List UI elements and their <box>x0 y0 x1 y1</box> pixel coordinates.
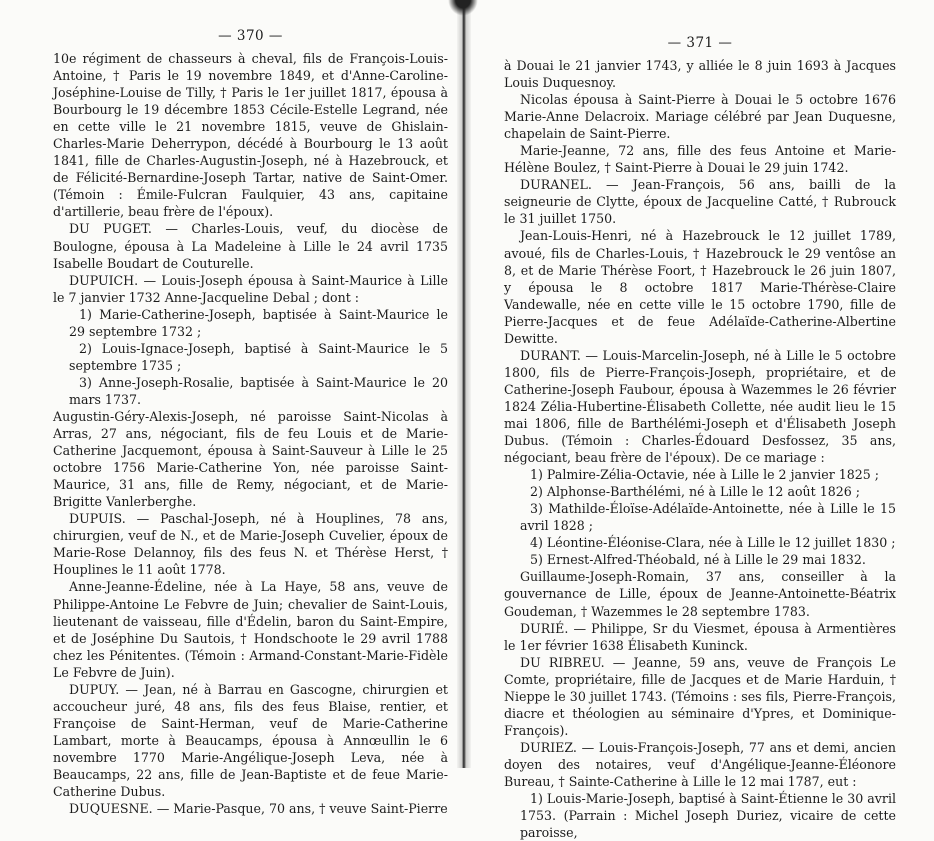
paragraph: DUPUICH. — Louis-Joseph épousa à Saint-Maurice à Lille le 7 janvier 1732 Anne-Jacqueline Debal ; dont : <box>53 272 448 305</box>
paragraph: DURANT. — Louis-Marcelin-Joseph, né à Lille le 5 octobre 1800, fils de Pierre-François-Joseph, propriétaire, et de Catherine-Joseph Faubour, épousa à Wazemmes le 26 février 1824 Zélia-Hubertine-Élisabeth Collette, née audit lieu le 15 mai 1806, fille de Barthélémi-Joseph et d'Élisabeth Joseph Dubus. (Témoin : Charles-Édouard Desfossez, 35 ans, négociant, beau frère de l'époux). De ce mariage : <box>504 347 896 466</box>
list-item: 1) Palmire-Zélia-Octavie, née à Lille le 2 janvier 1825 ; <box>530 467 880 483</box>
paragraph: Marie-Jeanne, 72 ans, fille des feus Antoine et Marie-Hélène Boulez, † Saint-Pierre à Douai le 29 juin 1742. <box>504 143 896 176</box>
paragraph: DUPUIS. — Paschal-Joseph, né à Houplines, 78 ans, chirurgien, veuf de N., et de Marie-Joseph Cuvelier, époux de Marie-Rose Delannoy, fils des feus N. et Thérèse Herst, † Houplines le 11 août 1778. <box>53 511 448 578</box>
list-item: 1) Marie-Catherine-Joseph, baptisée à Saint-Maurice le 29 septembre 1732 ; <box>69 306 448 339</box>
page-number-right: — 371 — <box>667 35 733 51</box>
right-page <box>470 0 934 841</box>
list-item: 2) Louis-Ignace-Joseph, baptisé à Saint-Maurice le 5 septembre 1735 ; <box>69 340 448 373</box>
paragraph: Guillaume-Joseph-Romain, 37 ans, conseiller à la gouvernance de Lille, époux de Jeanne-Antoinette-Béatrix Goudeman, † Wazemmes le 28 septembre 1783. <box>504 569 896 619</box>
paragraph: Anne-Jeanne-Édeline, née à La Haye, 58 ans, veuve de Philippe-Antoine Le Febvre de Juin; chevalier de Saint-Louis, lieutenant de vaisseau, fille d'Édelin, baron du Saint-Empire, et de Joséphine Du Sautois, † Hondschoote le 29 avril 1788 chez les Pénitentes. (Témoin : Armand-Constant-Marie-Fidèle Le Febvre de Juin). <box>53 579 448 680</box>
paragraph: à Douai le 21 janvier 1743, y alliée le 8 juin 1693 à Jacques Louis Duquesnoy. <box>504 58 896 91</box>
list-item: 3) Anne-Joseph-Rosalie, baptisée à Saint-Maurice le 20 mars 1737. <box>69 374 448 407</box>
right-page-text <box>504 57 896 841</box>
left-page <box>0 0 458 817</box>
left-page-text <box>53 50 448 817</box>
paragraph: DURIÉ. — Philippe, Sr du Viesmet, épousa à Armentières le 1er février 1638 Élisabeth Kuninck. <box>504 620 896 653</box>
list-item: 4) Léontine-Éléonise-Clara, née à Lille le 12 juillet 1830 ; <box>530 535 896 551</box>
paragraph: DU PUGET. — Charles-Louis, veuf, du diocèse de Boulogne, épousa à La Madeleine à Lille le 24 avril 1735 Isabelle Boudart de Couturelle. <box>53 221 448 271</box>
list-item: 2) Alphonse-Barthélémi, né à Lille le 12 août 1826 ; <box>530 484 861 500</box>
paragraph: Jean-Louis-Henri, né à Hazebrouck le 12 juillet 1789, avoué, fils de Charles-Louis, † Hazebrouck le 29 ventôse an 8, et de Marie Thérèse Foort, † Hazebrouck le 26 juin 1807, y épousa le 8 octobre 1817 Marie-Thérèse-Claire Vandewalle, née en cette ville le 15 octobre 1790, fille de Pierre-Jacques et de feue Adélaïde-Catherine-Albertine Dewitte. <box>504 228 896 346</box>
paragraph: 10e régiment de chasseurs à cheval, fils de François-Louis-Antoine, † Paris le 19 novembre 1849, et d'Anne-Caroline-Joséphine-Louise de Tilly, † Paris le 1er juillet 1817, épousa à Bourbourg le 19 décembre 1853 Cécile-Estelle Legrand, née en cette ville le 21 novembre 1815, veuve de Ghislain-Charles-Marie Deherrypon, décédé à Bourbourg le 13 août 1841, fille de Charles-Augustin-Joseph, né à Hazebrouck, et de Félicité-Bernardine-Joseph Tartar, native de Saint-Omer. (Témoin : Émile-Fulcran Faulquier, 43 ans, capitaine d'artillerie, beau frère de l'époux). <box>53 51 448 220</box>
paragraph: DURANEL. — Jean-François, 56 ans, bailli de la seigneurie de Clytte, époux de Jacqueline Catté, † Rubrouck le 31 juillet 1750. <box>504 177 896 227</box>
list-item: 3) Mathilde-Éloïse-Adélaïde-Antoinette, née à Lille le 15 avril 1828 ; <box>520 501 896 534</box>
list-item: 5) Ernest-Alfred-Théobald, né à Lille le 29 mai 1832. <box>530 552 866 568</box>
paragraph: DUQUESNE. — Marie-Pasque, 70 ans, † veuve Saint-Pierre <box>69 801 448 817</box>
list-item: 1) Louis-Marie-Joseph, baptisé à Saint-Étienne le 30 avril 1753. (Parrain : Michel Joseph Duriez, vicaire de cette paroisse, <box>520 791 896 841</box>
paragraph: DUPUY. — Jean, né à Barrau en Gascogne, chirurgien et accoucheur juré, 48 ans, fils des feus Blaise, rentier, et Françoise de Saint-Herman, veuf de Marie-Catherine Lambart, morte à Beaucamps, épousa à Annœullin le 6 novembre 1770 Marie-Angélique-Joseph Leva, née à Beaucamps, 22 ans, fille de Jean-Baptiste et de feue Marie-Catherine Dubus. <box>53 681 448 800</box>
paragraph: DU RIBREU. — Jeanne, 59 ans, veuve de François Le Comte, propriétaire, fille de Jacques et de Marie Harduin, † Nieppe le 30 juillet 1743. (Témoins : ses fils, Pierre-François, diacre et théologien au séminaire d'Ypres, et Dominique-François). <box>504 654 896 738</box>
paragraph: Nicolas épousa à Saint-Pierre à Douai le 5 octobre 1676 Marie-Anne Delacroix. Mariage célébré par Jean Duquesne, chapelain de Saint-Pierre. <box>504 92 896 142</box>
paragraph: DURIEZ. — Louis-François-Joseph, 77 ans et demi, ancien doyen des notaires, veuf d'Angélique-Jeanne-Éléonore Bureau, † Sainte-Catherine à Lille le 12 mai 1787, eut : <box>504 739 896 789</box>
page-number-left: — 370 — <box>218 28 283 44</box>
book-gutter <box>457 0 471 768</box>
paragraph: Augustin-Géry-Alexis-Joseph, né paroisse Saint-Nicolas à Arras, 27 ans, négociant, fils de feu Louis et de Marie-Catherine Jacquemont, épousa à Saint-Sauveur à Lille le 25 octobre 1756 Marie-Catherine Yon, née paroisse Saint-Maurice, 31 ans, fille de Remy, négociant, et de Marie-Brigitte Vanlerberghe. <box>53 408 448 510</box>
